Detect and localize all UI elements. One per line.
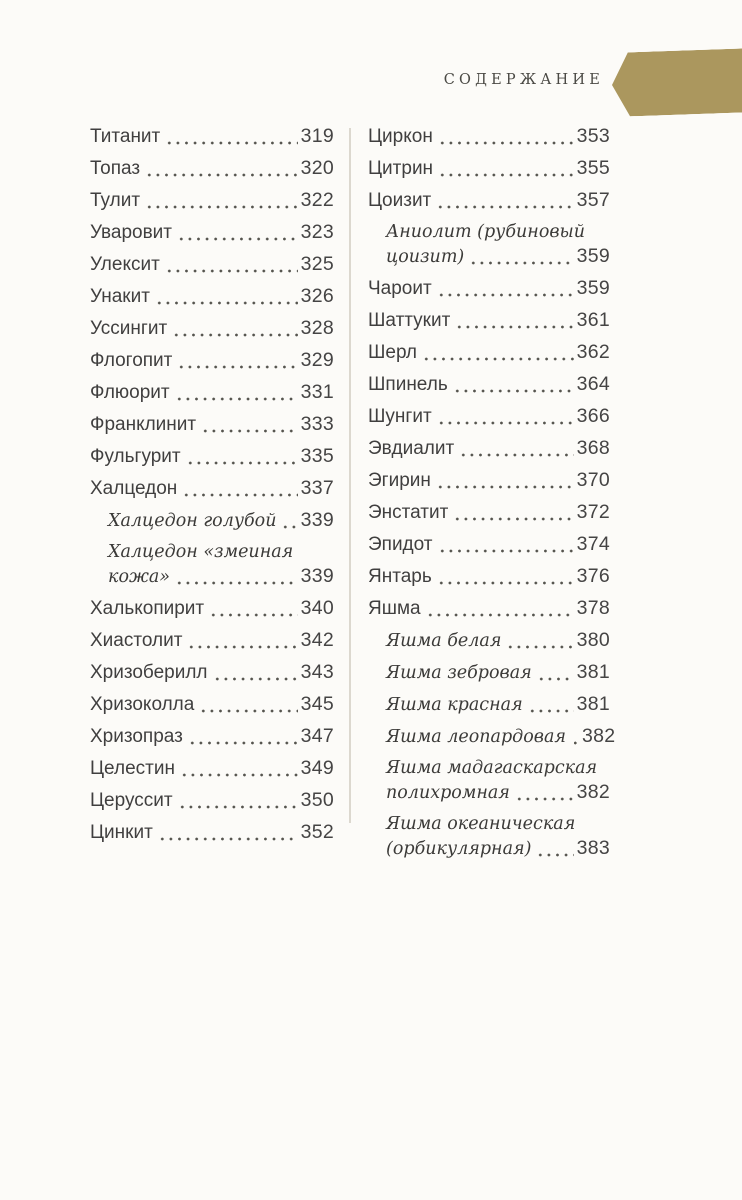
dot-leader — [201, 413, 297, 437]
toc-entry-page-number: 378 — [576, 597, 610, 619]
dot-leader — [438, 533, 574, 557]
toc-entry — [368, 436, 610, 461]
toc-entry — [368, 596, 610, 621]
toc-entry — [90, 788, 334, 813]
toc-entry — [368, 156, 610, 181]
dot-leader — [426, 597, 574, 621]
toc-entry-title: Яшма зебровая — [386, 663, 532, 683]
toc-entry — [368, 564, 610, 589]
toc-entry-title: Яшма леопардовая — [386, 727, 566, 747]
toc-entry-page-number: 370 — [576, 469, 610, 491]
toc-entry — [90, 508, 334, 533]
toc-entry-title: Улексит — [90, 254, 160, 275]
dot-leader — [515, 781, 574, 805]
toc-entry — [90, 380, 334, 405]
toc-entry-page-number: 323 — [300, 221, 334, 243]
page-title: СОДЕРЖАНИЕ — [443, 72, 604, 88]
dot-leader — [281, 509, 297, 533]
toc-entry-page-number: 329 — [300, 349, 334, 371]
toc-entry-title: Эгирин — [368, 470, 431, 491]
toc-entry — [90, 820, 334, 845]
gold-ribbon-decoration — [611, 48, 742, 117]
toc-entry-title: Тулит — [90, 190, 141, 211]
toc-entry-title: Фульгурит — [90, 446, 181, 467]
toc-entry-page-number: 340 — [300, 597, 334, 619]
toc-entry — [90, 596, 334, 621]
toc-entry-page-number: 353 — [576, 125, 610, 147]
dot-leader — [186, 445, 298, 469]
toc-entry — [90, 252, 334, 277]
toc-entry — [368, 812, 610, 861]
toc-entry — [90, 660, 334, 685]
toc-entry-page-number: 325 — [300, 253, 334, 275]
toc-entry — [368, 660, 610, 685]
toc-entry — [90, 188, 334, 213]
toc-entry — [368, 220, 610, 269]
toc-entry — [90, 284, 334, 309]
toc-entry-title: Цинкит — [90, 822, 153, 843]
toc-entry-page-number: 320 — [300, 157, 334, 179]
toc-entry-page-number: 361 — [576, 309, 610, 331]
toc-entry-page-number: 374 — [576, 533, 610, 555]
dot-leader — [436, 189, 573, 213]
dot-leader — [422, 341, 574, 365]
toc-entry — [90, 692, 334, 717]
toc-entry-title: Уссингит — [90, 318, 168, 339]
toc-entry-title: полихромная — [386, 783, 510, 803]
toc-entry — [90, 756, 334, 781]
toc-entry — [368, 188, 610, 213]
toc-entry-title: Целестин — [90, 758, 175, 779]
toc-entry-page-number: 326 — [300, 285, 334, 307]
dot-leader — [145, 157, 298, 181]
toc-entry-page-number: 372 — [576, 501, 610, 523]
toc-entry — [368, 468, 610, 493]
toc-column-left — [90, 124, 334, 852]
toc-entry-page-number: 366 — [576, 405, 610, 427]
toc-entry-page-number: 355 — [576, 157, 610, 179]
dot-leader — [165, 253, 298, 277]
toc-entry — [90, 540, 334, 589]
toc-entry-page-number: 382 — [582, 725, 616, 747]
dot-leader — [175, 381, 298, 405]
toc-entry-title: (орбикулярная) — [386, 839, 532, 859]
toc-entry-page-number: 381 — [576, 693, 610, 715]
toc-entry — [90, 156, 334, 181]
dot-leader — [155, 285, 298, 309]
toc-entry-title: Халькопирит — [90, 598, 205, 619]
toc-entry-title: Эвдиалит — [368, 438, 455, 459]
toc-entry-title: Чароит — [368, 278, 432, 299]
toc-entry-title: Хиастолит — [90, 630, 183, 651]
dot-leader — [459, 437, 573, 461]
dot-leader — [175, 565, 298, 589]
dot-leader — [438, 157, 574, 181]
toc-entry-page-number: 342 — [300, 629, 334, 651]
toc-entry — [368, 756, 610, 805]
dot-leader — [571, 725, 579, 749]
dot-leader — [436, 469, 574, 493]
toc-column-right — [368, 124, 616, 868]
toc-entry-title: Унакит — [90, 286, 150, 307]
toc-entry-title: Халцедон голубой — [108, 511, 277, 531]
toc-entry-title: Франклинит — [90, 414, 197, 435]
toc-entry-title: Шпинель — [368, 374, 448, 395]
toc-entry-wrap-line: Яшма мадагаскарская — [386, 758, 598, 778]
toc-entry-page-number: 382 — [576, 781, 610, 803]
toc-entry-title: кожа» — [108, 567, 171, 587]
toc-entry-wrap-line: Халцедон «змеиная — [108, 542, 294, 562]
dot-leader — [178, 789, 298, 813]
toc-entry-page-number: 345 — [300, 693, 334, 715]
dot-leader — [177, 221, 298, 245]
toc-entry — [368, 628, 610, 653]
toc-entry-page-number: 380 — [576, 629, 610, 651]
toc-entry — [368, 404, 610, 429]
toc-entry-title: Яшма белая — [386, 631, 502, 651]
toc-entry — [90, 444, 334, 469]
dot-leader — [172, 317, 297, 341]
toc-entry-title: Хризоколла — [90, 694, 195, 715]
dot-leader — [209, 597, 297, 621]
dot-leader — [188, 725, 298, 749]
dot-leader — [177, 349, 297, 373]
dot-leader — [182, 477, 297, 501]
toc-entry-page-number: 364 — [576, 373, 610, 395]
dot-leader — [506, 629, 573, 653]
toc-entry — [368, 532, 610, 557]
dot-leader — [528, 693, 574, 717]
toc-entry — [90, 316, 334, 341]
toc-entry-page-number: 383 — [576, 837, 610, 859]
toc-entry-title: Шерл — [368, 342, 417, 363]
toc-entry — [90, 124, 334, 149]
toc-entry-title: Цоизит — [368, 190, 432, 211]
toc-entry-title: Церуссит — [90, 790, 173, 811]
dot-leader — [165, 125, 297, 149]
toc-entry — [368, 340, 610, 365]
toc-entry-title: Яшма красная — [386, 695, 523, 715]
dot-leader — [537, 661, 574, 685]
toc-entry-title: Топаз — [90, 158, 141, 179]
toc-entry-page-number: 333 — [300, 413, 334, 435]
dot-leader — [437, 277, 574, 301]
dot-leader — [145, 189, 298, 213]
toc-entry-title: Шаттукит — [368, 310, 451, 331]
toc-entry-page-number: 368 — [576, 437, 610, 459]
toc-entry-title: Цитрин — [368, 158, 434, 179]
column-divider — [349, 128, 351, 823]
toc-entry — [368, 372, 610, 397]
toc-entry — [90, 628, 334, 653]
toc-entry — [368, 276, 610, 301]
toc-entry-page-number: 339 — [300, 565, 334, 587]
toc-entry — [368, 500, 610, 525]
dot-leader — [455, 309, 573, 333]
dot-leader — [199, 693, 297, 717]
toc-entry-page-number: 376 — [576, 565, 610, 587]
toc-entry-title: Яшма — [368, 598, 421, 619]
toc-entry — [368, 692, 610, 717]
toc-entry-page-number: 359 — [576, 245, 610, 267]
toc-entry — [90, 348, 334, 373]
toc-entry-page-number: 347 — [300, 725, 334, 747]
toc-entry — [90, 412, 334, 437]
dot-leader — [453, 373, 574, 397]
toc-entry — [368, 308, 610, 333]
dot-leader — [438, 125, 574, 149]
toc-entry-page-number: 381 — [576, 661, 610, 683]
toc-entry — [90, 476, 334, 501]
toc-entry-wrap-line: Аниолит (рубиновый — [386, 222, 586, 242]
toc-entry-wrap-line: Яшма океаническая — [386, 814, 576, 834]
toc-entry — [90, 724, 334, 749]
toc-entry-title: Хризоберилл — [90, 662, 208, 683]
dot-leader — [536, 837, 573, 861]
toc-entry — [90, 220, 334, 245]
toc-entry-page-number: 349 — [300, 757, 334, 779]
toc-entry-page-number: 357 — [576, 189, 610, 211]
toc-entry-page-number: 319 — [300, 125, 334, 147]
toc-entry-title: Шунгит — [368, 406, 432, 427]
toc-entry-page-number: 337 — [300, 477, 334, 499]
toc-entry-title: Хризопраз — [90, 726, 183, 747]
toc-entry-page-number: 339 — [300, 509, 334, 531]
toc-entry-page-number: 362 — [576, 341, 610, 363]
dot-leader — [469, 245, 573, 269]
toc-entry — [368, 124, 610, 149]
dot-leader — [437, 405, 574, 429]
toc-entry-page-number: 343 — [300, 661, 334, 683]
toc-entry-page-number: 352 — [300, 821, 334, 843]
dot-leader — [187, 629, 297, 653]
toc-entry — [368, 724, 616, 749]
toc-entry-page-number: 350 — [300, 789, 334, 811]
toc-entry-title: Уваровит — [90, 222, 172, 243]
toc-entry-title: Циркон — [368, 126, 433, 147]
toc-entry-page-number: 331 — [300, 381, 334, 403]
toc-entry-title: Титанит — [90, 126, 161, 147]
toc-entry-title: Эпидот — [368, 534, 433, 555]
toc-entry-title: Янтарь — [368, 566, 432, 587]
toc-entry-title: Флюорит — [90, 382, 170, 403]
dot-leader — [453, 501, 573, 525]
toc-entry-page-number: 335 — [300, 445, 334, 467]
toc-entry-page-number: 322 — [300, 189, 334, 211]
dot-leader — [437, 565, 574, 589]
dot-leader — [158, 821, 298, 845]
toc-entry-title: Энстатит — [368, 502, 449, 523]
toc-entry-page-number: 328 — [300, 317, 334, 339]
toc-entry-title: Халцедон — [90, 478, 178, 499]
toc-entry-title: цоизит) — [386, 247, 465, 267]
dot-leader — [213, 661, 298, 685]
toc-entry-title: Флогопит — [90, 350, 173, 371]
toc-entry-page-number: 359 — [576, 277, 610, 299]
dot-leader — [180, 757, 298, 781]
